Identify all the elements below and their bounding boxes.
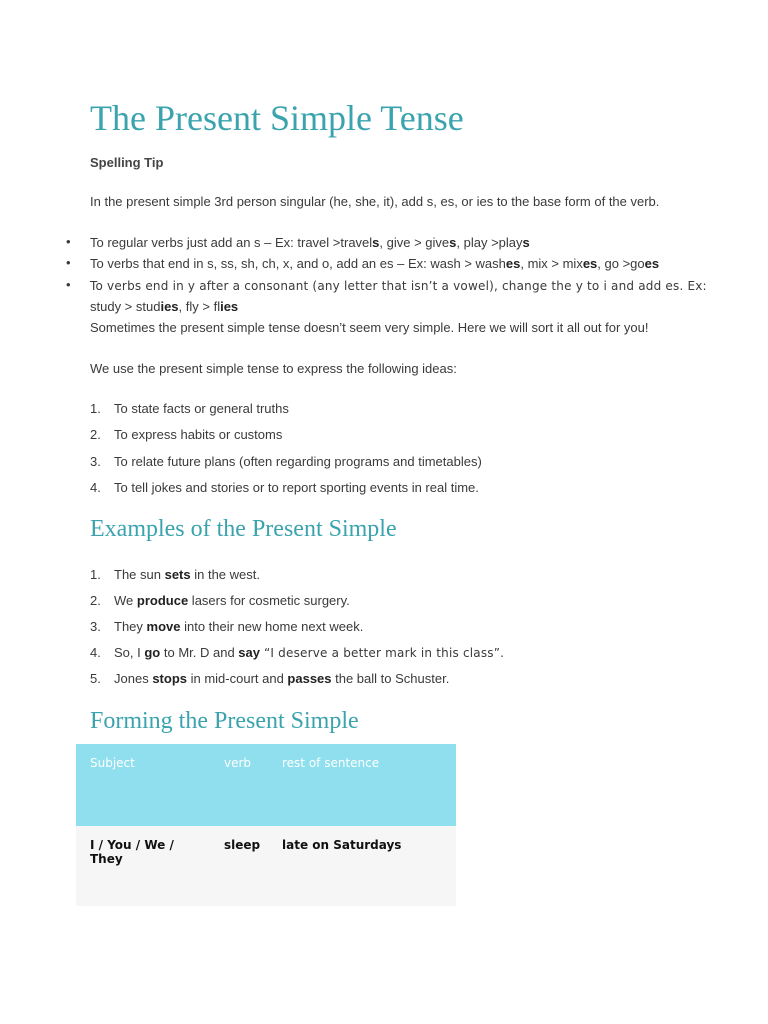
list-item: To tell jokes and stories or to report sporting events in real time.: [114, 480, 479, 495]
list-number: 2.: [90, 427, 101, 442]
table-row: [76, 826, 456, 906]
examples-heading: Examples of the Present Simple: [90, 516, 397, 542]
spelling-tip-heading: Spelling Tip: [90, 155, 164, 170]
list-number: 3.: [90, 454, 101, 469]
list-item: To express habits or customs: [114, 427, 283, 442]
table-cell: I / You / We / They: [76, 826, 210, 906]
bullet-dot: •: [66, 234, 71, 249]
bullet-item-es: To verbs that end in s, ss, sh, ch, x, and o, add an es – Ex: wash > washes, mix > mixes, go >goes: [90, 256, 660, 271]
table-header-row: [76, 744, 456, 826]
table-header-subject: Subject: [76, 744, 210, 826]
table-header-rest: rest of sentence: [268, 744, 456, 826]
forming-table: [76, 744, 456, 906]
example-item: So, I go to Mr. D and say “I deserve a better mark in this class”.: [114, 645, 505, 660]
spelling-tip-note: Sometimes the present simple tense doesn’t seem very simple. Here we will sort it all out for you!: [90, 320, 649, 335]
list-number: 2.: [90, 593, 101, 608]
table-cell: late on Saturdays: [268, 826, 456, 906]
list-item: To state facts or general truths: [114, 401, 289, 416]
uses-intro: We use the present simple tense to express the following ideas:: [90, 361, 457, 376]
example-item: We produce lasers for cosmetic surgery.: [114, 593, 350, 608]
spelling-tip-intro: In the present simple 3rd person singular (he, she, it), add s, es, or ies to the base form of the verb.: [90, 194, 660, 209]
bullet-item-regular: To regular verbs just add an s – Ex: travel >travels, give > gives, play >plays: [90, 235, 530, 250]
list-number: 5.: [90, 671, 101, 686]
example-item: The sun sets in the west.: [114, 567, 260, 582]
page-title: The Present Simple Tense: [90, 98, 464, 138]
list-number: 1.: [90, 401, 101, 416]
bullet-item-ies-line1: To verbs end in y after a consonant (any letter that isn’t a vowel), change the y to i and add es. Ex:: [90, 279, 707, 293]
list-number: 4.: [90, 645, 101, 660]
forming-heading: Forming the Present Simple: [90, 708, 359, 734]
list-number: 3.: [90, 619, 101, 634]
bullet-dot: •: [66, 277, 71, 292]
list-number: 1.: [90, 567, 101, 582]
bullet-dot: •: [66, 255, 71, 270]
example-item: Jones stops in mid-court and passes the ball to Schuster.: [114, 671, 450, 686]
table-header-verb: verb: [210, 744, 268, 826]
list-number: 4.: [90, 480, 101, 495]
bullet-item-ies-line2: study > studies, fly > flies: [90, 299, 239, 314]
example-item: They move into their new home next week.: [114, 619, 364, 634]
list-item: To relate future plans (often regarding programs and timetables): [114, 454, 482, 469]
table-cell: sleep: [210, 826, 268, 906]
